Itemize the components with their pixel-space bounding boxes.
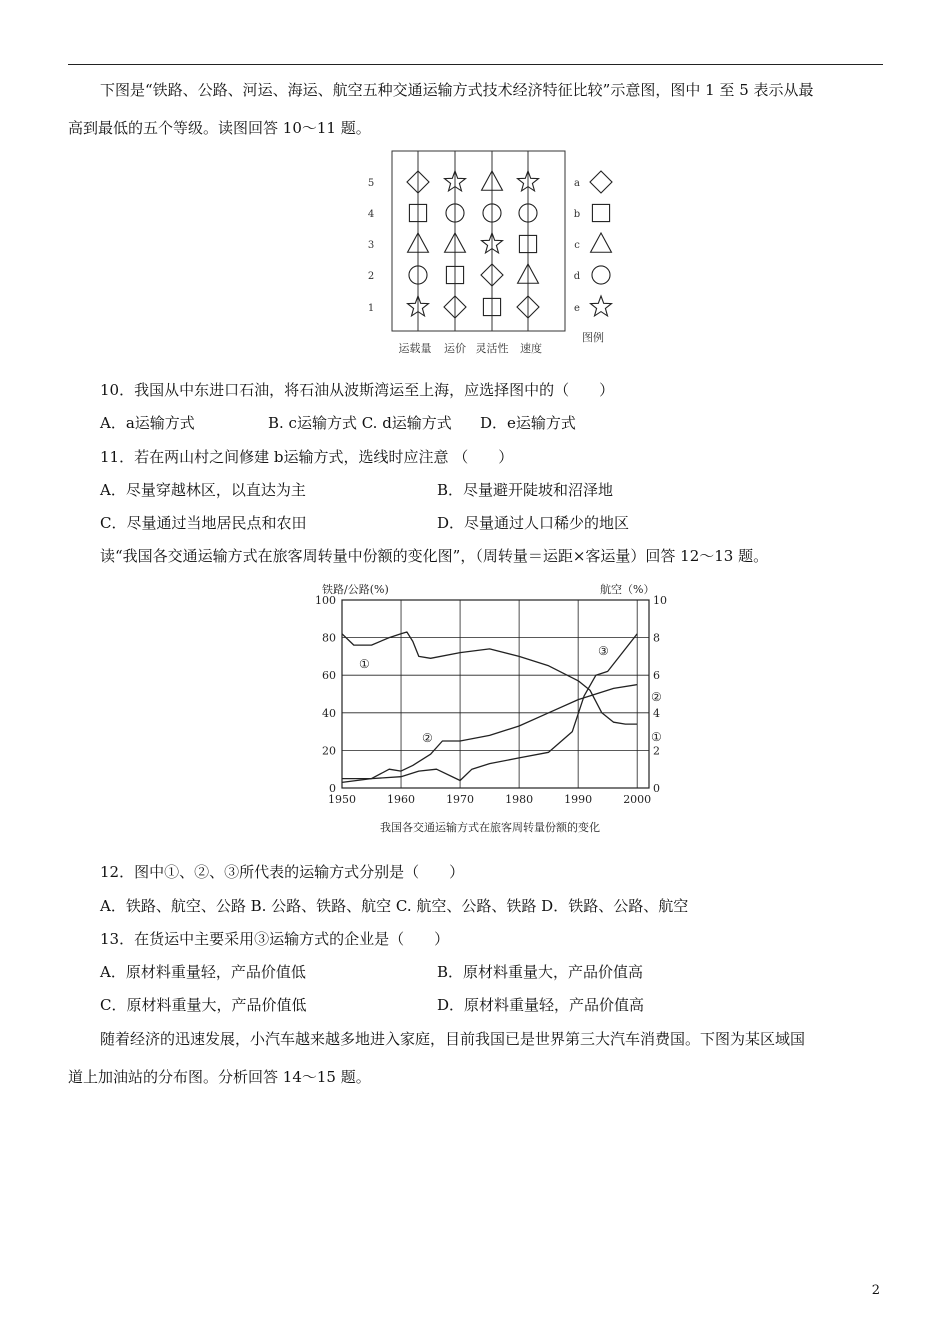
left-axis-label: 铁路/公路(%) [322, 583, 389, 596]
y-left-tick-80: 80 [322, 631, 336, 645]
legend-label-b: b [573, 209, 581, 220]
q13-option-d[interactable]: D．原材料重量轻，产品价值高 [437, 996, 645, 1014]
y-right-tick-2: 2 [653, 744, 660, 758]
q11-option-c[interactable]: C．尽量通过当地居民点和农田 [100, 514, 307, 532]
legend-triangle-icon [591, 233, 612, 252]
x-tick-1990: 1990 [564, 793, 593, 806]
x-tick-2000: 2000 [623, 793, 652, 806]
y-left-tick-40: 40 [322, 706, 336, 720]
column-label-3: 灵活性 [475, 342, 509, 355]
series-2-label: ② [422, 731, 433, 745]
q12-options[interactable]: A．铁路、航空、公路 B. 公路、铁路、航空 C. 航空、公路、铁路 D．铁路、公路、航空 [100, 897, 689, 915]
intro-paragraph-2: 读“我国各交通运输方式在旅客周转量中份额的变化图”，（周转量＝运距×客运量）回答 12～13 题。 [100, 547, 769, 565]
q13-option-c[interactable]: C．原材料重量大，产品价值低 [100, 996, 307, 1014]
series-3-label: ③ [598, 644, 609, 658]
question-12-stem: 12．图中①、②、③所代表的运输方式分别是（ ） [100, 863, 465, 881]
x-tick-1980: 1980 [505, 793, 534, 806]
q11-option-d[interactable]: D．尽量通过人口稀少的地区 [437, 514, 630, 532]
x-tick-1960: 1960 [387, 793, 416, 806]
q11-option-b[interactable]: B．尽量避开陡坡和沼泽地 [437, 481, 614, 499]
legend-label-d: d [573, 271, 581, 282]
q13-option-b[interactable]: B．原材料重量大，产品价值高 [437, 963, 644, 981]
x-tick-1970: 1970 [446, 793, 475, 806]
header-rule [68, 64, 883, 65]
page-number: 2 [871, 1283, 880, 1298]
legend-label-c: c [574, 240, 580, 251]
question-10-stem: 10．我国从中东进口石油，将石油从波斯湾运至上海，应选择图中的（ ） [100, 381, 615, 399]
level-label-2: 2 [367, 271, 375, 282]
q10-option-d[interactable]: D．e运输方式 [480, 414, 576, 432]
column-label-4: 速度 [520, 342, 542, 355]
y-left-tick-60: 60 [322, 669, 336, 683]
intro-paragraph-1: 下图是“铁路、公路、河运、海运、航空五种交通运输方式技术经济特征比较”示意图，图中 1 至 5 表示从最 [100, 81, 814, 99]
question-13-stem: 13．在货运中主要采用③运输方式的企业是（ ） [100, 930, 450, 948]
right-label-series-2: ② [651, 690, 662, 704]
question-11-stem: 11．若在两山村之间修建 b运输方式，选线时应注意 （ ） [100, 448, 514, 466]
column-label-1: 运载量 [398, 342, 432, 355]
x-tick-1950: 1950 [328, 793, 356, 806]
q13-option-a[interactable]: A．原材料重量轻，产品价值低 [100, 963, 306, 981]
y-right-tick-10: 10 [653, 594, 667, 607]
legend-label-e: e [574, 303, 580, 314]
level-label-1: 1 [367, 303, 375, 314]
right-label-series-1: ① [651, 730, 662, 744]
y-left-tick-100: 100 [315, 594, 336, 607]
q10-option-bc[interactable]: B. c运输方式 C. d运输方式 [268, 414, 452, 432]
y-left-tick-0: 0 [329, 782, 336, 795]
intro-paragraph-1-cont: 高到最低的五个等级。读图回答 10～11 题。 [68, 119, 371, 137]
series-line-3 [342, 634, 637, 783]
series-line-1 [342, 632, 637, 724]
y-right-tick-4: 4 [653, 706, 660, 720]
legend-title: 图例 [582, 331, 604, 344]
chart-title: 我国各交通运输方式在旅客周转量份额的变化 [380, 821, 600, 834]
intro-paragraph-3-cont: 道上加油站的分布图。分析回答 14～15 题。 [68, 1068, 371, 1086]
y-right-tick-8: 8 [653, 631, 660, 645]
right-axis-label: 航空（%） [600, 583, 655, 596]
series-1-label: ① [359, 657, 370, 671]
q11-option-a[interactable]: A．尽量穿越林区，以直达为主 [100, 481, 306, 499]
level-label-5: 5 [367, 178, 375, 189]
intro-paragraph-3: 随着经济的迅速发展，小汽车越来越多地进入家庭，目前我国已是世界第三大汽车消费国。下图为某区域国 [100, 1030, 806, 1048]
level-label-4: 4 [367, 209, 375, 220]
series-line-2 [342, 685, 637, 779]
column-label-2: 运价 [444, 342, 466, 355]
plot-frame [342, 600, 649, 788]
legend-diamond-icon [590, 171, 612, 193]
q10-option-a[interactable]: A．a运输方式 [100, 414, 195, 432]
y-left-tick-20: 20 [322, 744, 336, 758]
level-label-3: 3 [367, 240, 375, 251]
transport-comparison-diagram [355, 145, 625, 360]
legend-star-icon [591, 296, 612, 316]
legend-circle-icon [592, 266, 610, 284]
y-right-tick-0: 0 [653, 782, 660, 795]
legend-square-icon [592, 204, 609, 221]
y-right-tick-6: 6 [653, 669, 660, 683]
passenger-share-chart [300, 575, 680, 840]
legend-label-a: a [574, 178, 580, 189]
